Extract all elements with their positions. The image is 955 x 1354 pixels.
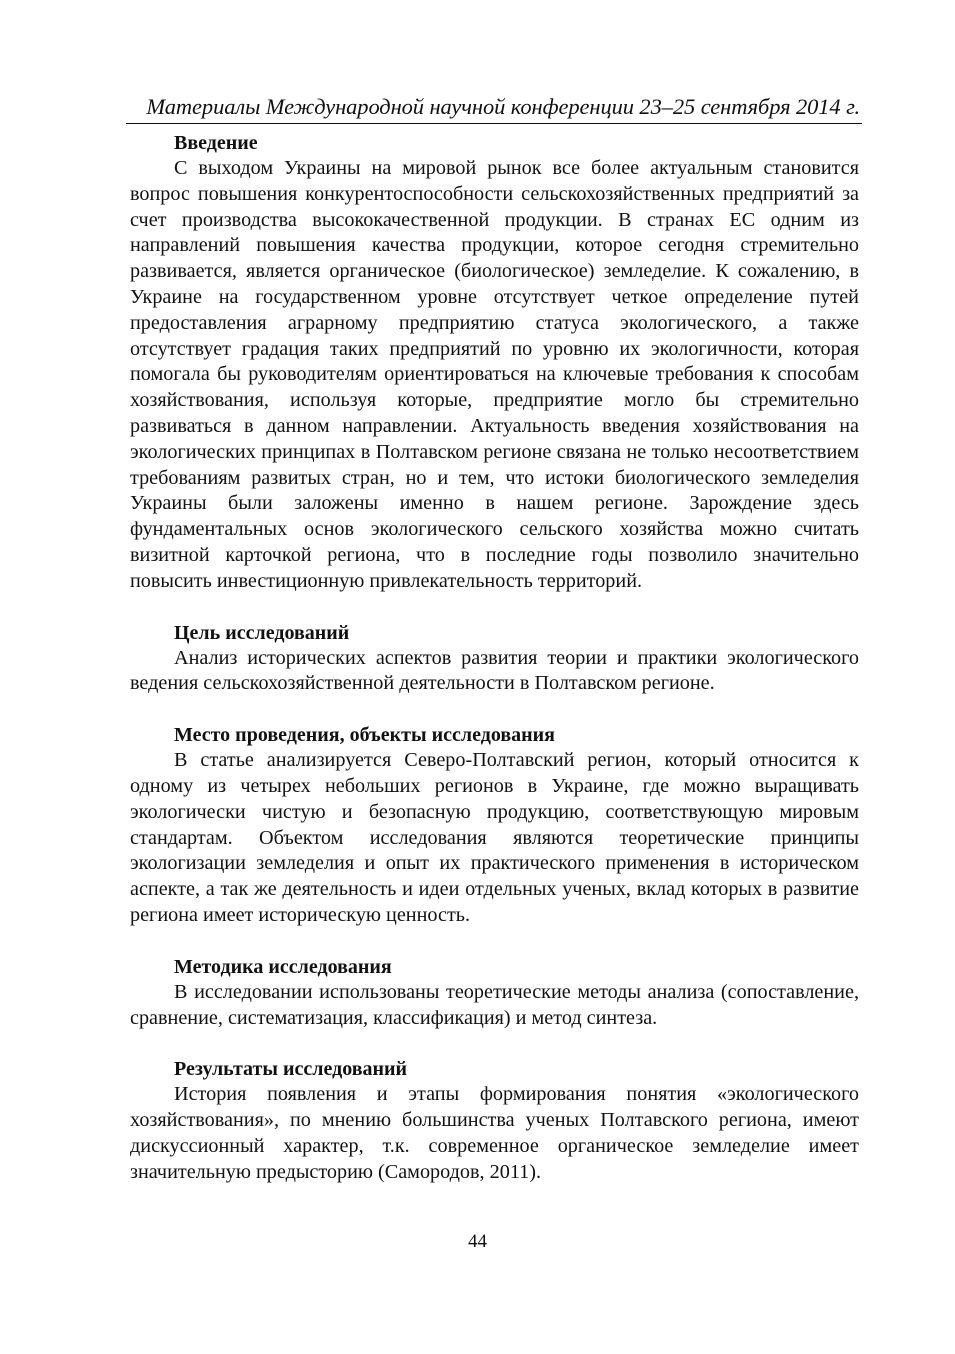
section-paragraph: В исследовании использованы теоретические методы анализа (сопоставление, сравнение, систематизация, классификация) и метод синтеза. (130, 980, 859, 1029)
section-results (130, 1056, 859, 1185)
section-heading: Место проведения, объекты исследования (174, 724, 555, 747)
article-body (130, 130, 859, 1186)
section-methodology (130, 954, 859, 1032)
section-paragraph: Анализ исторических аспектов развития теории и практики экологического ведения сельскохозяйственной деятельности в Полтавском регионе. (130, 646, 859, 695)
header-rule (126, 123, 862, 124)
section-heading: Цель исследований (174, 621, 350, 644)
section-research-goal (130, 620, 859, 698)
section-location-objects (130, 722, 859, 929)
section-paragraph: С выходом Украины на мировой рынок все более актуальным становится вопрос повышения конкурентоспособности сельскохозяйственных предприятий за счет производства высококачественной продукции. В странах ЕС одним из направлений повышения качества продукции, которое сегодня стремительно развивается, является органическое (биологическое) земледелие. К сожалению, в Украине на государственном уровне отсутствует четкое определение путей предоставления аграрному предприятию статуса экологического, а также отсутствует градация таких предприятий по уровню их экологичности, которая помогала бы руководителям ориентироваться на ключевые требования к способам хозяйствования, используя которые, предприятие могло бы стремительно развиваться в данном направлении. Актуальность введения хозяйствования на экологических принципах в Полтавском регионе связана не только несоответствием требованиям развитых стран, но и тем, что истоки биологического земледелия Украины были заложены именно в нашем регионе. Зарождение здесь фундаментальных основ экологического сельского хозяйства можно считать визитной карточкой региона, что в последние годы позволило значительно повысить инвестиционную привлекательность территорий. (130, 157, 859, 592)
page-number: 44 (468, 1231, 487, 1252)
section-heading: Введение (174, 132, 258, 154)
section-introduction (130, 130, 859, 595)
section-paragraph: История появления и этапы формирования понятия «экологического хозяйствования», по мнению большинства ученых Полтавского региона, имеют дискуссионный характер, т.к. современное органическое земледелие имеет значительную предысторию (Самородов, 2011). (130, 1083, 859, 1183)
section-heading: Результаты исследований (174, 1058, 408, 1081)
section-heading: Методика исследования (174, 955, 392, 978)
section-paragraph: В статье анализируется Северо-Полтавский регион, который относится к одному из четырех небольших регионов в Украине, где можно выращивать экологически чистую и безопасную продукцию, соответствующую мировым стандартам. Объектом исследования являются теоретические принципы экологизации земледелия и опыт их практического применения в историческом аспекте, а так же деятельность и идеи отдельных ученых, вклад которых в развитие региона имеет историческую ценность. (130, 749, 859, 926)
running-header: Материалы Международной научной конференции 23–25 сентября 2014 г. (146, 94, 860, 119)
